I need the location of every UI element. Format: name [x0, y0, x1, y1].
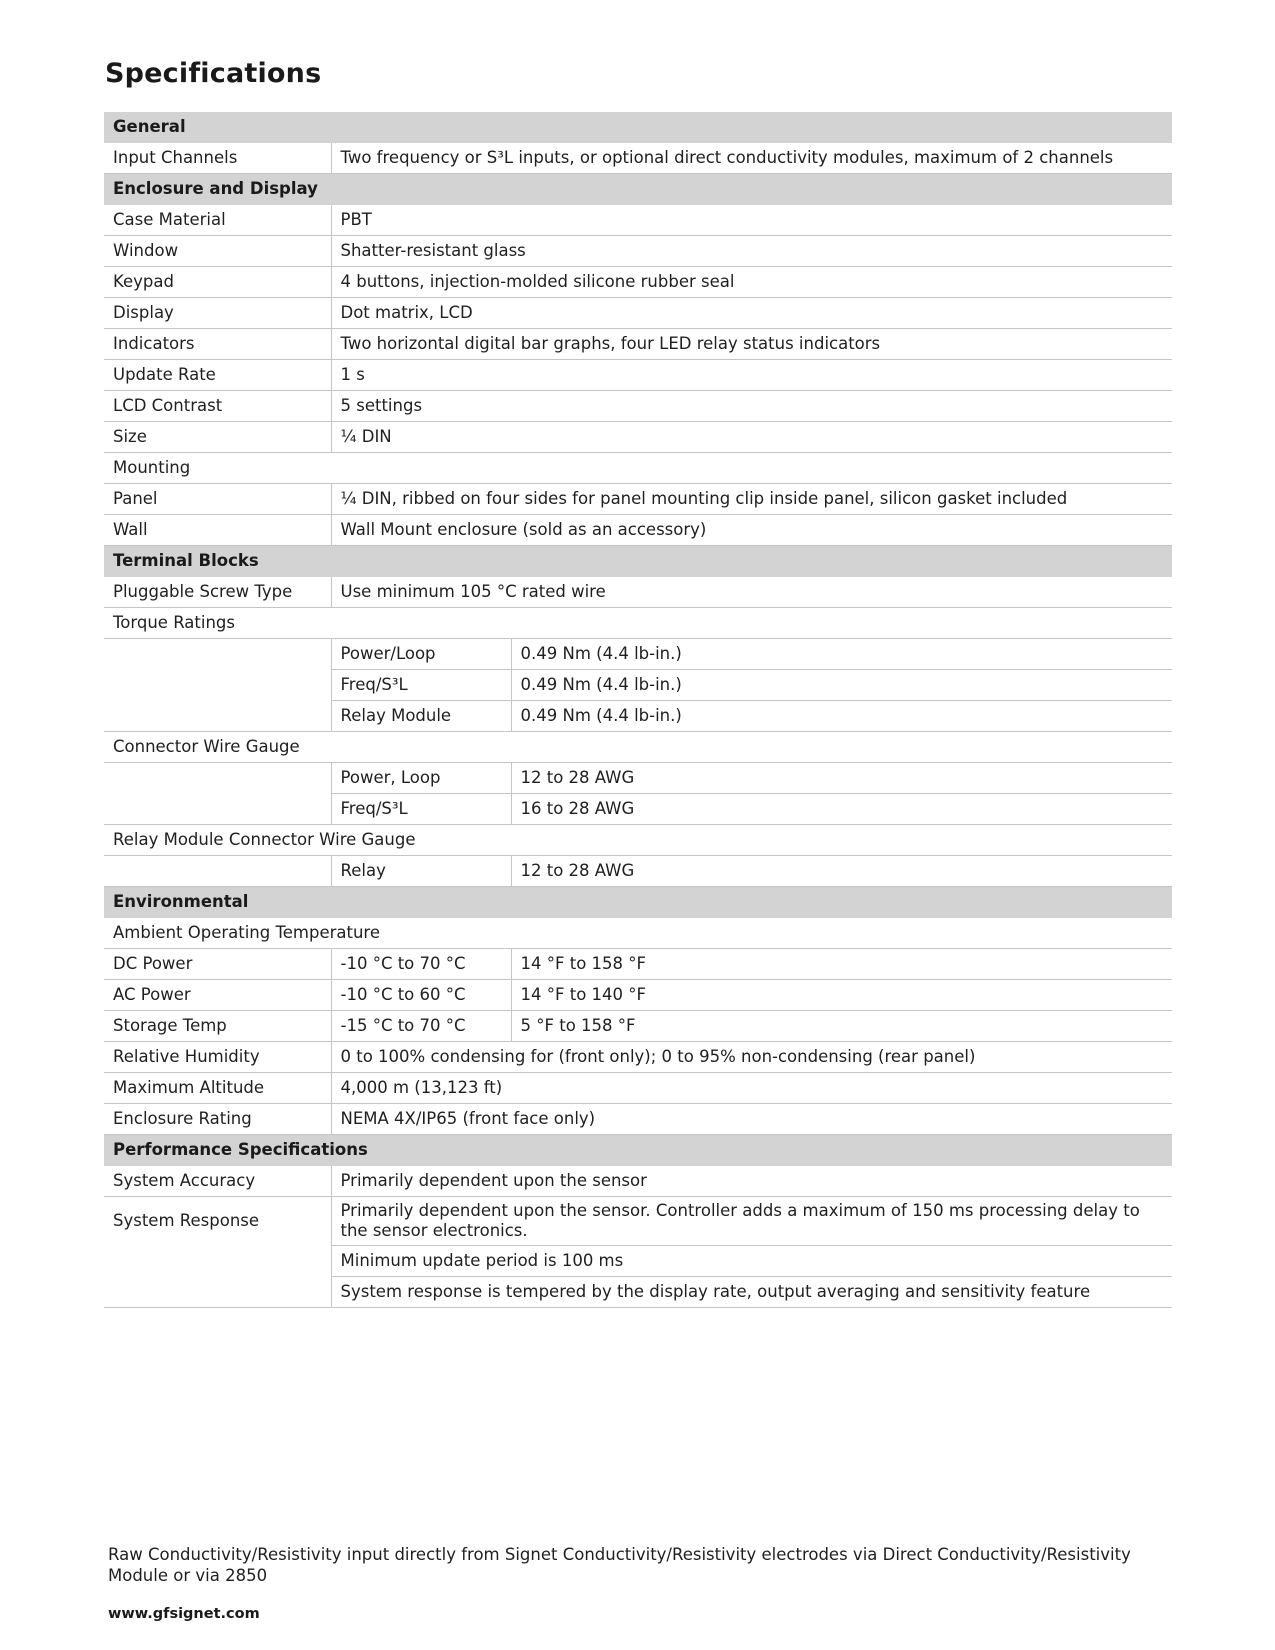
- spec-value: Two frequency or S³L inputs, or optional direct conductivity modules, maximum of 2 channels: [331, 143, 1172, 174]
- group-label: Mounting: [104, 453, 1172, 484]
- spec-value: Primarily dependent upon the sensor. Controller adds a maximum of 150 ms processing delay to the sensor electronics.: [331, 1197, 1172, 1246]
- section-heading: Performance Specifications: [104, 1135, 1172, 1166]
- spec-label: [104, 639, 331, 670]
- spec-value: PBT: [331, 205, 1172, 236]
- spec-row: [104, 577, 1172, 608]
- spec-label: Size: [104, 422, 331, 453]
- spec-value: 5 settings: [331, 391, 1172, 422]
- spec-label: DC Power: [104, 949, 331, 980]
- spec-label: Enclosure Rating: [104, 1104, 331, 1135]
- celsius-range: -10 °C to 60 °C: [331, 980, 511, 1011]
- spec-label: System Accuracy: [104, 1166, 331, 1197]
- spec-row: [104, 391, 1172, 422]
- section-header-row: [104, 112, 1172, 143]
- sub-spec-row: [104, 701, 1172, 732]
- spec-value: ¼ DIN: [331, 422, 1172, 453]
- spec-label: [104, 1277, 331, 1308]
- group-label: Ambient Operating Temperature: [104, 918, 1172, 949]
- group-label: Relay Module Connector Wire Gauge: [104, 825, 1172, 856]
- section-header-row: [104, 1135, 1172, 1166]
- page-title: Specifications: [105, 58, 322, 89]
- spec-label: Update Rate: [104, 360, 331, 391]
- spec-row: [104, 298, 1172, 329]
- sub-spec-row: [104, 639, 1172, 670]
- fahrenheit-range: 14 °F to 140 °F: [511, 980, 1172, 1011]
- sub-spec-row: [104, 670, 1172, 701]
- spec-row: [104, 1277, 1172, 1308]
- section-heading: General: [104, 112, 1172, 143]
- specifications-table-body: [104, 112, 1172, 1308]
- spec-label: Storage Temp: [104, 1011, 331, 1042]
- fahrenheit-range: 14 °F to 158 °F: [511, 949, 1172, 980]
- sub-spec-value: 16 to 28 AWG: [511, 794, 1172, 825]
- group-label-row: [104, 918, 1172, 949]
- section-heading: Enclosure and Display: [104, 174, 1172, 205]
- sub-spec-label: Power/Loop: [331, 639, 511, 670]
- spec-label: Panel: [104, 484, 331, 515]
- sub-spec-label: Power, Loop: [331, 763, 511, 794]
- spec-label: [104, 701, 331, 732]
- group-label-row: [104, 453, 1172, 484]
- fahrenheit-range: 5 °F to 158 °F: [511, 1011, 1172, 1042]
- spec-row: [104, 143, 1172, 174]
- spec-label: Pluggable Screw Type: [104, 577, 331, 608]
- spec-label: Maximum Altitude: [104, 1073, 331, 1104]
- sub-spec-row: [104, 856, 1172, 887]
- celsius-range: -15 °C to 70 °C: [331, 1011, 511, 1042]
- spec-value: NEMA 4X/IP65 (front face only): [331, 1104, 1172, 1135]
- spec-row: [104, 1042, 1172, 1073]
- spec-row: [104, 1197, 1172, 1246]
- spec-label: [104, 763, 331, 794]
- spec-row: [104, 329, 1172, 360]
- spec-value: Shatter-resistant glass: [331, 236, 1172, 267]
- group-label: Connector Wire Gauge: [104, 732, 1172, 763]
- website-url: www.gfsignet.com: [108, 1606, 260, 1622]
- spec-value: 4 buttons, injection-molded silicone rubber seal: [331, 267, 1172, 298]
- spec-row: [104, 1104, 1172, 1135]
- specifications-table: [104, 112, 1172, 1308]
- sub-spec-value: 12 to 28 AWG: [511, 856, 1172, 887]
- temperature-row: [104, 1011, 1172, 1042]
- spec-row: [104, 484, 1172, 515]
- spec-value: Dot matrix, LCD: [331, 298, 1172, 329]
- spec-value: Use minimum 105 °C rated wire: [331, 577, 1172, 608]
- section-header-row: [104, 174, 1172, 205]
- spec-row: [104, 205, 1172, 236]
- section-heading: Terminal Blocks: [104, 546, 1172, 577]
- temperature-row: [104, 949, 1172, 980]
- spec-label: Display: [104, 298, 331, 329]
- celsius-range: -10 °C to 70 °C: [331, 949, 511, 980]
- spec-row: [104, 1166, 1172, 1197]
- group-label-row: [104, 732, 1172, 763]
- spec-label: Relative Humidity: [104, 1042, 331, 1073]
- sub-spec-label: Freq/S³L: [331, 794, 511, 825]
- group-label-row: [104, 825, 1172, 856]
- spec-label: [104, 1246, 331, 1277]
- spec-label: Case Material: [104, 205, 331, 236]
- spec-value: Minimum update period is 100 ms: [331, 1246, 1172, 1277]
- spec-value: Two horizontal digital bar graphs, four LED relay status indicators: [331, 329, 1172, 360]
- spec-row: [104, 360, 1172, 391]
- spec-row: [104, 1246, 1172, 1277]
- temperature-row: [104, 980, 1172, 1011]
- spec-label: Window: [104, 236, 331, 267]
- section-heading: Environmental: [104, 887, 1172, 918]
- spec-value: ¼ DIN, ribbed on four sides for panel mounting clip inside panel, silicon gasket included: [331, 484, 1172, 515]
- spec-value: 0 to 100% condensing for (front only); 0 to 95% non-condensing (rear panel): [331, 1042, 1172, 1073]
- sub-spec-label: Relay Module: [331, 701, 511, 732]
- spec-label: Indicators: [104, 329, 331, 360]
- spec-label: [104, 856, 331, 887]
- spec-value: Primarily dependent upon the sensor: [331, 1166, 1172, 1197]
- spec-label: LCD Contrast: [104, 391, 331, 422]
- spec-label: [104, 670, 331, 701]
- spec-row: [104, 515, 1172, 546]
- sub-spec-label: Freq/S³L: [331, 670, 511, 701]
- section-header-row: [104, 887, 1172, 918]
- spec-value: 1 s: [331, 360, 1172, 391]
- sub-spec-row: [104, 794, 1172, 825]
- spec-label: Keypad: [104, 267, 331, 298]
- spec-value: 4,000 m (13,123 ft): [331, 1073, 1172, 1104]
- spec-label: AC Power: [104, 980, 331, 1011]
- spec-row: [104, 422, 1172, 453]
- spec-row: [104, 236, 1172, 267]
- spec-value: System response is tempered by the display rate, output averaging and sensitivity feature: [331, 1277, 1172, 1308]
- spec-label: [104, 794, 331, 825]
- spec-row: [104, 267, 1172, 298]
- sub-spec-row: [104, 763, 1172, 794]
- group-label-row: [104, 608, 1172, 639]
- spec-row: [104, 1073, 1172, 1104]
- section-header-row: [104, 546, 1172, 577]
- sub-spec-value: 0.49 Nm (4.4 lb-in.): [511, 639, 1172, 670]
- sub-spec-label: Relay: [331, 856, 511, 887]
- footnote: Raw Conductivity/Resistivity input directly from Signet Conductivity/Resistivity electrodes via Direct Conductivity/Resistivity Module or via 2850: [108, 1545, 1131, 1585]
- spec-label: System Response: [113, 1211, 260, 1231]
- spec-label: Wall: [104, 515, 331, 546]
- spec-value: Wall Mount enclosure (sold as an accessory): [331, 515, 1172, 546]
- sub-spec-value: 12 to 28 AWG: [511, 763, 1172, 794]
- spec-label: Input Channels: [104, 143, 331, 174]
- sub-spec-value: 0.49 Nm (4.4 lb-in.): [511, 701, 1172, 732]
- group-label: Torque Ratings: [104, 608, 1172, 639]
- sub-spec-value: 0.49 Nm (4.4 lb-in.): [511, 670, 1172, 701]
